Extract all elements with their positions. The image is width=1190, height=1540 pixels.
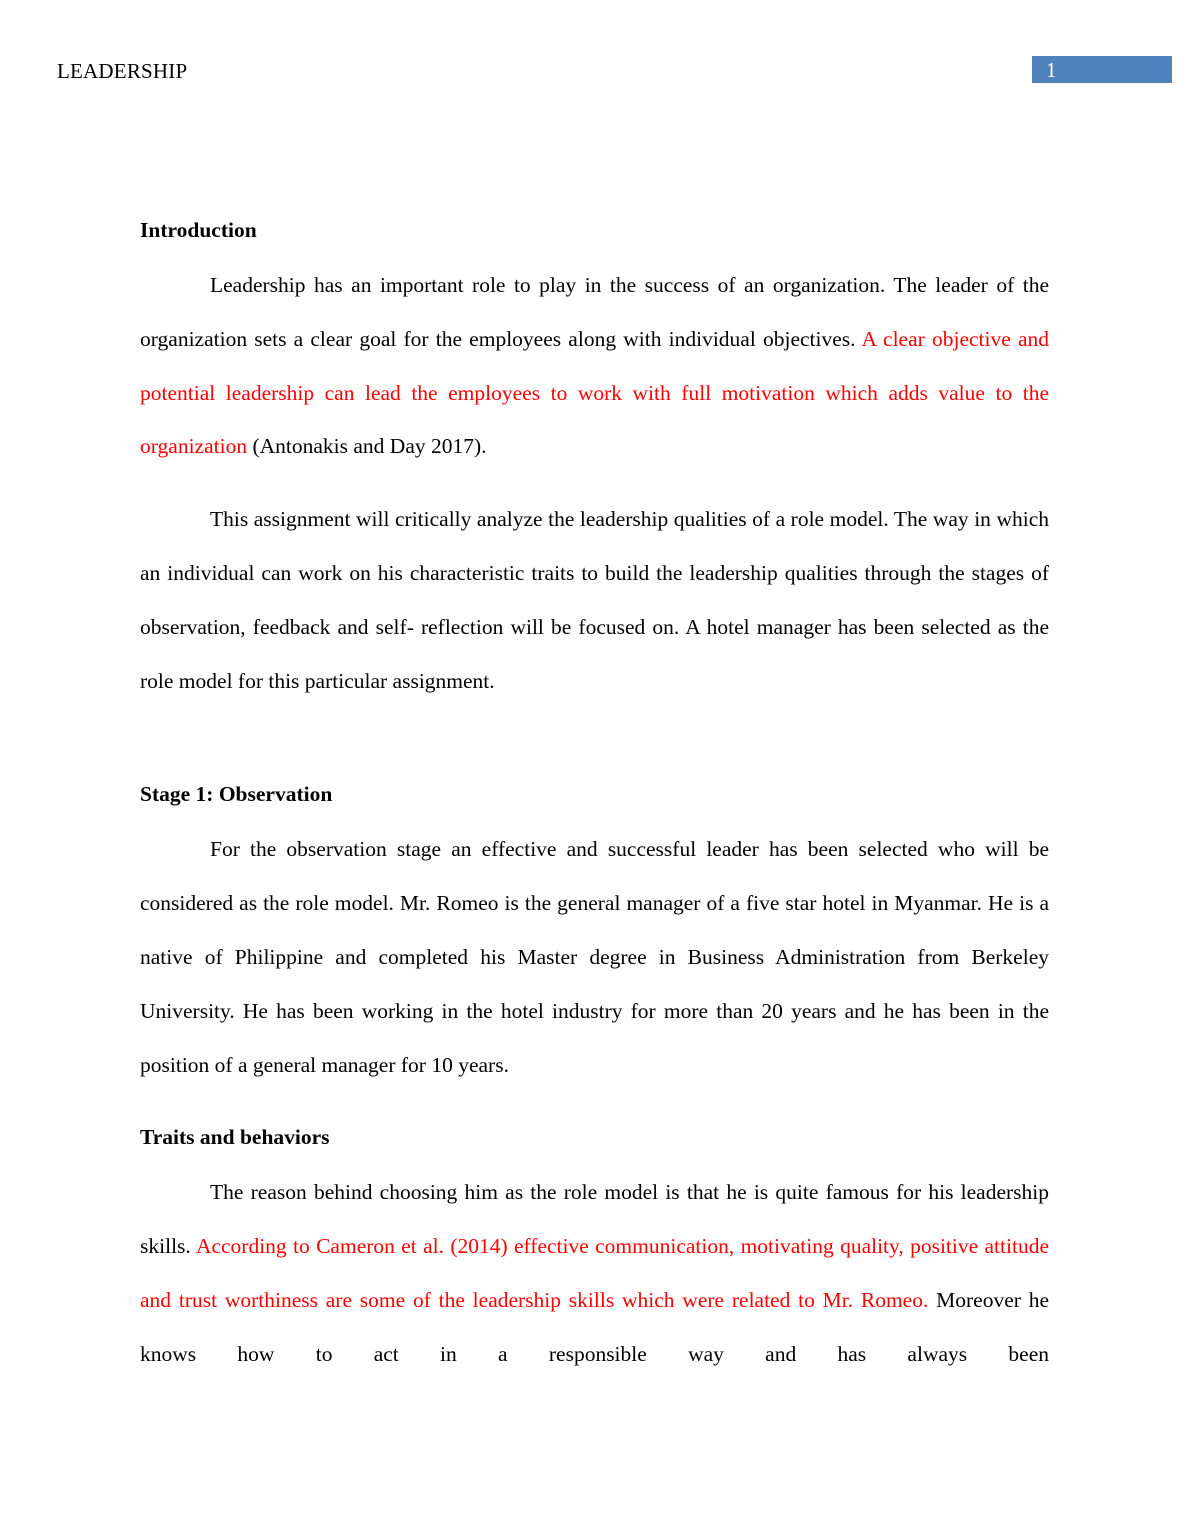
paragraph-introduction-1 <box>140 259 1049 474</box>
traits-text-2: Moreover he knows how to act in a responsible way and has always been <box>140 1287 1049 1366</box>
paragraph-traits <box>140 1166 1049 1382</box>
page-number-box <box>1032 56 1172 83</box>
heading-traits-and-behaviors: Traits and behaviors <box>140 1125 330 1150</box>
heading-stage-1-observation: Stage 1: Observation <box>140 782 333 807</box>
intro-highlighted-text: A clear objective and potential leadership can lead the employees to work with full motivation which adds value to the organization <box>140 326 1049 459</box>
heading-introduction: Introduction <box>140 218 257 242</box>
traits-text-1: The reason behind choosing him as the role model is that he is quite famous for his leadership skills. <box>140 1180 1049 1259</box>
paragraph-stage-1: For the observation stage an effective and successful leader has been selected who will be considered as the role model. Mr. Romeo is the general manager of a five star hotel in Myanmar. He is a native of Philippine and completed his Master degree in Business Administration from Berkeley University. He has been working in the hotel industry for more than 20 years and he has been in the position of a general manager for 10 years. <box>140 837 1049 1077</box>
traits-highlighted-text: According to Cameron et al. (2014) effective communication, motivating quality, positive attitude and trust worthiness are some of the leadership skills which were related to Mr. Romeo. <box>140 1234 1049 1312</box>
page-number: 1 <box>1046 58 1057 82</box>
document-body <box>140 214 1049 1382</box>
paragraph-introduction-2: This assignment will critically analyze the leadership qualities of a role model. The way in which an individual can work on his characteristic traits to build the leadership qualities through the stages of observation, feedback and self- reflection will be focused on. A hotel manager has been selected as the role model for this particular assignment. <box>140 507 1049 693</box>
running-head: LEADERSHIP <box>57 59 188 83</box>
intro-citation: (Antonakis and Day 2017). <box>247 434 487 459</box>
intro-text-1: Leadership has an important role to play in the success of an organization. The leader of the organization sets a clear goal for the employees along with individual objectives. <box>140 273 1049 351</box>
